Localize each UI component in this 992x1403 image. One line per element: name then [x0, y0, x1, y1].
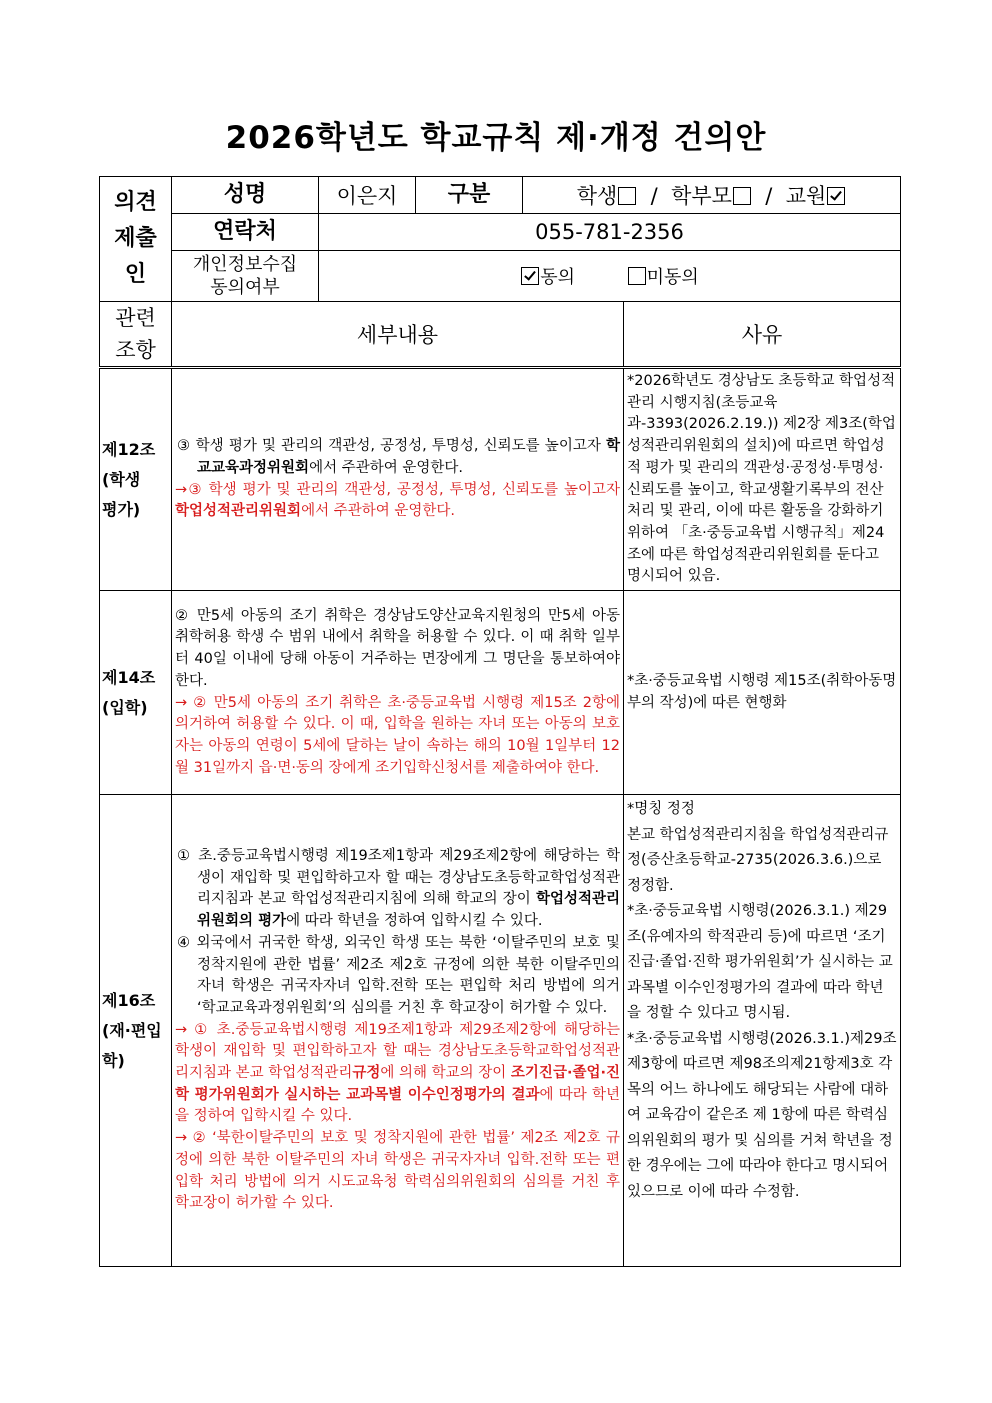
name-value: 이은지	[319, 177, 416, 214]
article-16-new-item-1: → ① 초.중등교육법시행령 제19조제1항과 제29조제2항에 해당하는 학생이 재입학 및 편입학하고자 할 때는 경상남도초등학교학업성적관리지침과 본교 학업성적관리규정에 의해 학교의 장이 조기진급·졸업·진학 평가위원회가 실시하는 교과목별 이수인정평가의 결과에 따라 학년을 정하여 입학시킬 수 있다.	[175, 1021, 620, 1125]
category-teacher: 교원	[785, 184, 827, 208]
disagree-label: 미동의	[646, 267, 699, 288]
reason-header: 사유	[624, 302, 901, 368]
table-row	[100, 368, 901, 591]
page-title: 2026학년도 학교규칙 제·개정 건의안	[225, 120, 767, 156]
checkbox-disagree[interactable]	[628, 267, 646, 285]
article-12-new-text: →③ 학생 평가 및 관리의 객관성, 공정성, 투명성, 신뢰도를 높이고자 학업성적관리위원회에서 주관하여 운영한다.	[175, 481, 620, 520]
checkbox-agree-checked[interactable]	[521, 267, 539, 285]
article-16-reason: *명칭 정정 본교 학업성적관리지침을 학업성적관리규정(증산초등학교-2735(2026.3.6.)으로 정정함. *초·중등교육법 시행령(2026.3.1.) 제29조(유예자의 학적관리 등)에 따르면 ‘조기진급·졸업·진학 평가위원회’가 실시하는 교과목별 이수인정평가의 결과에 따라 학년을 정할 수 있다고 명시됨. *초·중등교육법 시행령(2026.3.1.)제29조제3항에 따르면 제98조의제21항제3호 각 목의 어느 하나에도 해당되는 사람에 대하여 교육감이 같은조 제 1항에 따른 학력심의위원회의 평가 및 심의를 거쳐 학년을 정한 경우에는 그에 따라야 한다고 명시되어 있으므로 이에 따라 수정함.	[624, 795, 901, 1267]
article-14-reason: *초·중등교육법 시행령 제15조(취학아동명부의 작성)에 따른 현행화	[624, 591, 901, 795]
privacy-consent-label: 개인정보수집 동의여부	[172, 251, 319, 302]
article-16: 제16조 (재·편입 학)	[100, 795, 172, 1267]
details-header: 세부내용	[172, 302, 624, 368]
checkbox-student[interactable]	[618, 187, 636, 205]
submitter-section-label: 의견 제출 인	[100, 177, 172, 302]
article-12-old-text: ③ 학생 평가 및 관리의 객관성, 공정성, 투명성, 신뢰도를 높이고자 학교교육과정위원회에서 주관하여 운영한다.	[177, 438, 620, 476]
agree-label: 동의	[540, 267, 576, 288]
article-12: 제12조 (학생 평가)	[100, 368, 172, 591]
article-12-reason: *2026학년도 경상남도 초등학교 학업성적관리 시행지침(초등교육과-3393(2026.2.19.)) 제2장 제3조(학업성적관리위원회의 설치)에 따르면 학업성적 평가 및 관리의 객관성·공정성·투명성·신뢰도를 높이고, 학교생활기록부의 전산처리 및 관리, 이에 따른 활동을 강화하기 위하여 「초·중등교육법 시행규칙」제24조에 따른 학업성적관리위원회를 둔다고 명시되어 있음.	[624, 368, 901, 591]
name-label: 성명	[172, 177, 319, 214]
article-14-old-text: ② 만5세 아동의 조기 취학은 경상남도양산교육지원청의 만5세 아동 취학허용 학생 수 범위 내에서 취학을 허용할 수 있다. 이 때 취학 일부터 40일 이내에 당해 아동이 거주하는 면장에게 그 명단을 통보하여야 한다.	[175, 607, 620, 689]
article-14-details	[172, 591, 624, 795]
table-row	[100, 795, 901, 1267]
article-16-old-item-4: ④ 외국에서 귀국한 학생, 외국인 학생 또는 북한 ‘이탈주민의 보호 및 정착지원에 관한 법률’ 제2조 제2호 규정에 의한 북한 이탈주민의 자녀 학생은 귀국자자녀 입학.전학 또는 편입학 처리 방법에 의거 ‘학교교육과정위원회’의 심의를 거친 후 학교장이 허가할 수 있다.	[177, 934, 620, 1016]
article-16-old-item-1: ① 초.중등교육법시행령 제19조제1항과 제29조제2항에 해당하는 학생이 재입학 및 편입학하고자 할 때는 경상남도초등학교학업성적관리지침과 본교 학업성적관리지침에 의해 학교의 장이 학업성적관리위원회의 평가에 따라 학년을 정하여 입학시킬 수 있다.	[177, 848, 620, 930]
article-14: 제14조 (입학)	[100, 591, 172, 795]
article-14-new-text: → ② 만5세 아동의 조기 취학은 초·중등교육법 시행령 제15조 2항에 의거하여 허용할 수 있다. 이 때, 입학을 원하는 자녀 또는 아동의 보호자는 아동의 연령이 5세에 달하는 날이 속하는 해의 10월 1일부터 12월 31일까지 읍·면·동의 장에게 조기입학신청서를 제출하여야 한다.	[175, 694, 620, 776]
contact-value: 055-781-2356	[319, 214, 901, 251]
article-header: 관련 조항	[100, 302, 172, 368]
category-student: 학생	[576, 184, 618, 208]
privacy-consent-options	[319, 251, 901, 302]
article-12-details	[172, 368, 624, 591]
table-row	[100, 591, 901, 795]
checkbox-parent[interactable]	[733, 187, 751, 205]
article-16-new-item-2: → ② ‘북한이탈주민의 보호 및 정착지원에 관한 법률’ 제2조 제2호 규정에 의한 북한 이탈주민의 자녀 학생은 귀국자자녀 입학.전학 또는 편입학 처리 방법에 의거 시도교육청 학력심의위원회의 심의를 거친 후 학교장이 허가할 수 있다.	[175, 1130, 620, 1212]
contact-label: 연락처	[172, 214, 319, 251]
article-16-details	[172, 795, 624, 1267]
category-options: 학생 / 학부모 / 교원	[523, 177, 901, 214]
category-label: 구분	[416, 177, 523, 214]
proposal-table	[99, 176, 901, 1267]
checkbox-teacher-checked[interactable]	[827, 187, 845, 205]
category-parent: 학부모	[671, 184, 732, 208]
